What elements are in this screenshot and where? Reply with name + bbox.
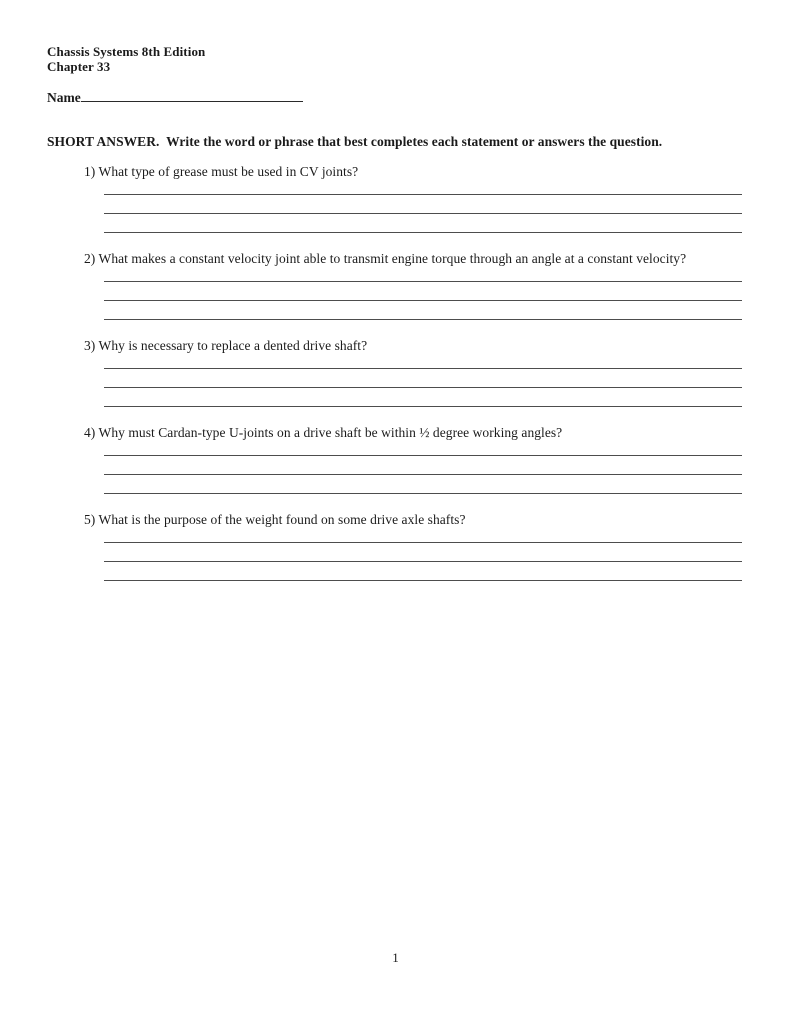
question-block [84,250,744,320]
question-block [84,424,744,494]
answer-line [104,543,742,562]
question-block [84,511,744,581]
question-number: 5) [84,512,96,527]
answer-line [104,214,742,233]
question-block [84,163,744,233]
answer-line [104,301,742,320]
questions-list [84,163,744,598]
question-text: 1) What type of grease must be used in CV joints? [84,164,359,179]
name-blank-line [81,87,303,102]
name-row [47,87,303,106]
section-instruction: SHORT ANSWER. Write the word or phrase that best completes each statement or answers the question. [47,134,663,149]
answer-lines [104,281,742,320]
name-label: Name [47,90,81,105]
answer-lines [104,368,742,407]
answer-line [104,456,742,475]
question-block [84,337,744,407]
document-title: Chassis Systems 8th Edition [47,44,206,59]
question-text: 2) What makes a constant velocity joint able to transmit engine torque through an angle at a constant velocity? [84,251,687,266]
question-number: 2) [84,251,96,266]
answer-line [104,282,742,301]
question-text: 4) Why must Cardan-type U-joints on a drive shaft be within ½ degree working angles? [84,425,563,440]
answer-lines [104,194,742,233]
question-number: 4) [84,425,96,440]
page-number: 1 [392,950,399,965]
document-header [47,44,205,74]
question-text: 3) Why is necessary to replace a dented drive shaft? [84,338,368,353]
question-text: 5) What is the purpose of the weight found on some drive axle shafts? [84,512,466,527]
answer-lines [104,455,742,494]
answer-line [104,388,742,407]
document-chapter: Chapter 33 [47,59,111,74]
answer-line [104,195,742,214]
question-number: 1) [84,164,96,179]
answer-lines [104,542,742,581]
answer-line [104,562,742,581]
answer-line [104,369,742,388]
answer-line [104,475,742,494]
question-number: 3) [84,338,96,353]
